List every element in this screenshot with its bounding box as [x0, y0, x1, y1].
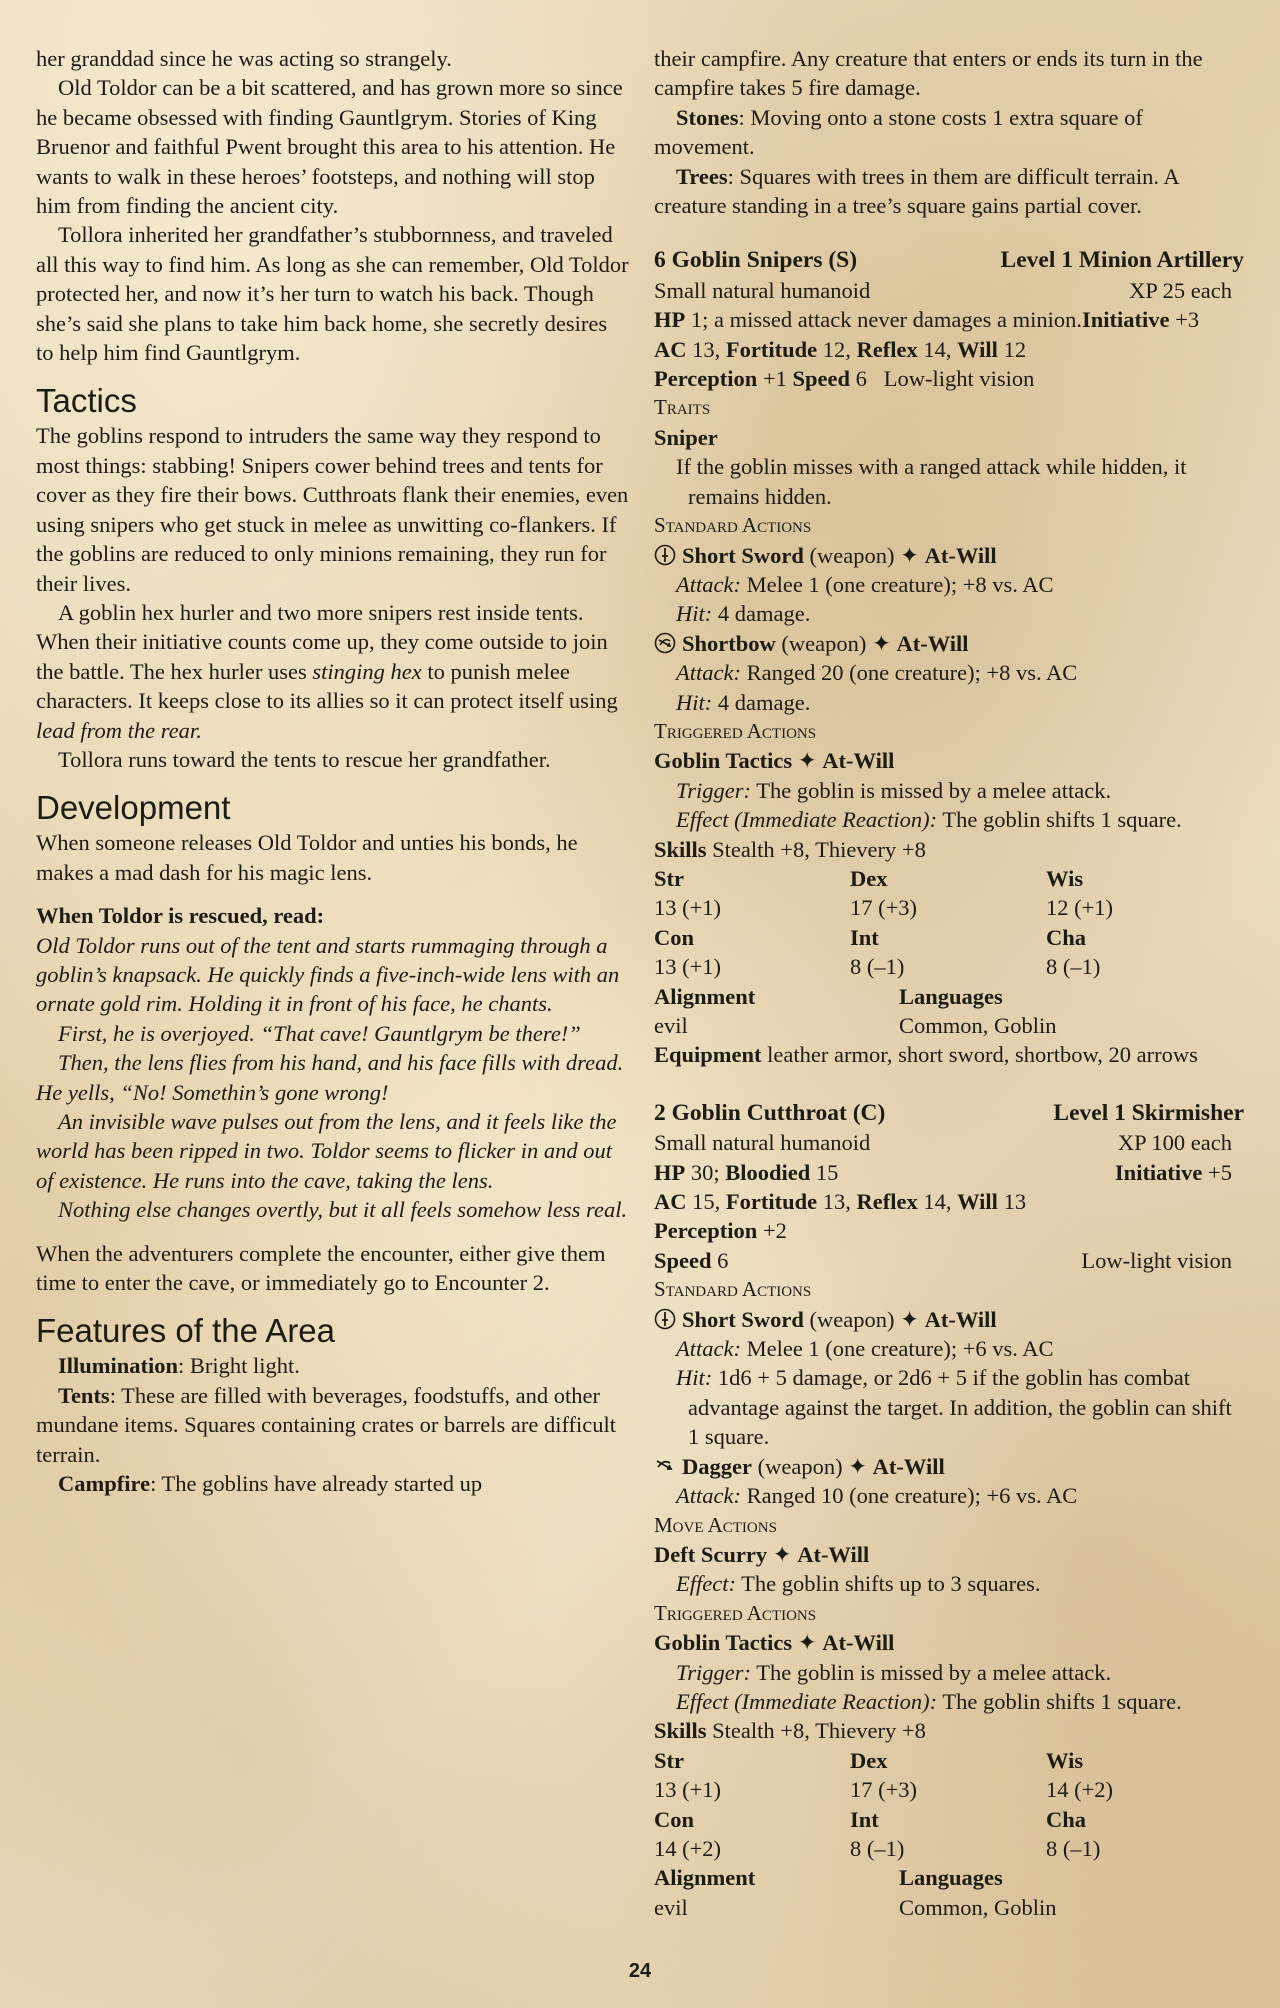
- trigger-line: Trigger: The goblin is missed by a melee attack.: [676, 777, 1112, 803]
- feature-campfire: Campfire: The goblins have already started up: [58, 1471, 483, 1497]
- ability-scores-row: Str 13 (+1) Dex 17 (+3) Wis 12 (+1): [654, 865, 1114, 921]
- power-goblin-tactics: Goblin Tactics ✦ At-Will: [654, 1630, 895, 1656]
- development-heading: Development: [36, 789, 231, 827]
- ability-scores-row: Con 13 (+1) Int 8 (–1) Cha 8 (–1): [654, 924, 1101, 980]
- section-header-triggered: Triggered Actions: [654, 718, 817, 743]
- stat-block-title: 6 Goblin Snipers (S) Level 1 Minion Artillery: [654, 247, 1244, 274]
- tactics-heading: Tactics: [36, 382, 137, 420]
- alignment-row: Alignment evil Languages Common, Goblin: [654, 983, 1057, 1038]
- power-short-sword: Short Sword (weapon) ✦ At-Will: [654, 1305, 1244, 1334]
- paragraph: Tollora runs toward the tents to rescue her grandfather.: [58, 746, 551, 772]
- paragraph: Old Toldor can be a bit scattered, and has grown more so since he became obsessed with finding Gauntlgrym. Stories of King Bruenor and faithful Pwent brought this area to his attention. He wants to walk in these heroes’ footsteps, and nothing will stop him from finding the ancient city.: [36, 75, 623, 219]
- feature-trees: Trees: Squares with trees in them are difficult terrain. A creature standing in a tree’s square gains partial cover.: [654, 163, 1179, 219]
- page-number: 24: [628, 1960, 652, 1982]
- type-row: Small natural humanoid XP 25 each: [654, 277, 1232, 303]
- ranged-basic-icon: [654, 632, 676, 654]
- ability-scores-row: Str 13 (+1) Dex 17 (+3) Wis 14 (+2): [654, 1747, 1114, 1803]
- paragraph: When the adventurers complete the encounter, either give them time to enter the cave, or immediately go to Encounter 2.: [36, 1240, 606, 1296]
- paragraph: her granddad since he was acting so strangely.: [36, 46, 452, 71]
- effect-line: Effect (Immediate Reaction): The goblin shifts 1 square.: [676, 1688, 1182, 1714]
- power-goblin-tactics: Goblin Tactics ✦ At-Will: [654, 748, 895, 774]
- read-aloud-text: First, he is overjoyed. “That cave! Gauntlgrym be there!”: [58, 1020, 581, 1046]
- read-aloud-label: When Toldor is rescued, read:: [36, 903, 325, 929]
- perception-line: Perception +1 Speed 6 Low-light vision: [654, 366, 1035, 392]
- hit-line: Hit: 1d6 + 5 damage, or 2d6 + 5 if the goblin has combat advantage against the target. In addition, the goblin can shift 1 square.: [676, 1365, 1232, 1450]
- skills-line: Skills Stealth +8, Thievery +8: [654, 1718, 926, 1744]
- paragraph: Tollora inherited her grandfather’s stubbornness, and traveled all this way to find him. As long as she can remember, Old Toldor protected her, and now it’s her turn to watch his back. Though she’s said she plans to take him back home, she secretly desires to help him find Gauntlgrym.: [36, 222, 629, 366]
- melee-basic-icon: [654, 544, 676, 566]
- read-aloud-text: An invisible wave pulses out from the lens, and it feels like the world has been ripped in two. Toldor seems to flicker in and out of existence. He runs into the cave, taking the lens.: [36, 1109, 617, 1193]
- attack-line: Attack: Ranged 10 (one creature); +6 vs. AC: [676, 1483, 1078, 1509]
- melee-basic-icon: [654, 1308, 676, 1330]
- speed-line: Speed 6 Low-light vision: [654, 1247, 1232, 1273]
- paragraph: When someone releases Old Toldor and unties his bonds, he makes a mad dash for his magic lens.: [36, 830, 578, 885]
- paragraph: A goblin hex hurler and two more snipers rest inside tents. When their initiative counts come up, they come outside to join the battle. The hex hurler uses stinging hex to punish melee characters. It keeps close to its allies so it can protect itself using lead from the rear.: [36, 599, 618, 743]
- hit-line: Hit: 4 damage.: [676, 601, 811, 627]
- right-column: [654, 44, 1244, 1922]
- attack-line: Attack: Melee 1 (one creature); +6 vs. AC: [676, 1336, 1054, 1362]
- hp-line: HP 1; a missed attack never damages a minion.Initiative +3: [654, 307, 1200, 333]
- section-header-standard: Standard Actions: [654, 1277, 812, 1302]
- read-aloud-text: Old Toldor runs out of the tent and starts rummaging through a goblin’s knapsack. He quickly finds a five-inch-wide lens with an ornate gold rim. Holding it in front of his face, he chants.: [36, 932, 620, 1017]
- power-dagger: Dagger (weapon) ✦ At-Will: [654, 1452, 1244, 1481]
- type-row: Small natural humanoid XP 100 each: [654, 1130, 1232, 1156]
- power-deft-scurry: Deft Scurry ✦ At-Will: [654, 1541, 870, 1567]
- equipment-line: Equipment leather armor, short sword, shortbow, 20 arrows: [654, 1042, 1198, 1068]
- stat-block-goblin-sniper: [654, 246, 1244, 1069]
- alignment-row: Alignment evil Languages Common, Goblin: [654, 1865, 1057, 1920]
- attack-line: Attack: Ranged 20 (one creature); +8 vs. AC: [676, 660, 1078, 686]
- paragraph: The goblins respond to intruders the same way they respond to most things: stabbing! Snipers cower behind trees and tents for cover as they fire their bows. Cutthroats flank their enemies, even using snipers who get stuck in melee as unwitting co-flankers. If the goblins are reduced to only minions remaining, they run for their lives.: [36, 423, 629, 596]
- attack-line: Attack: Melee 1 (one creature); +8 vs. AC: [676, 571, 1054, 597]
- hit-line: Hit: 4 damage.: [676, 689, 811, 715]
- read-aloud-text: Nothing else changes overtly, but it all feels somehow less real.: [58, 1197, 628, 1223]
- feature-tents: Tents: These are filled with beverages, foodstuffs, and other mundane items. Squares containing crates or barrels are difficult terrain.: [36, 1382, 617, 1467]
- power-shortbow: Shortbow (weapon) ✦ At-Will: [654, 629, 1244, 658]
- section-header-triggered: Triggered Actions: [654, 1600, 817, 1625]
- section-header-traits: Traits: [654, 395, 711, 420]
- feature-illumination: Illumination: Bright light.: [58, 1353, 300, 1379]
- trait-name: Sniper: [654, 424, 718, 450]
- defenses-line: AC 13, Fortitude 12, Reflex 14, Will 12: [654, 336, 1027, 362]
- skills-line: Skills Stealth +8, Thievery +8: [654, 836, 926, 862]
- defenses-line: AC 15, Fortitude 13, Reflex 14, Will 13: [654, 1189, 1027, 1215]
- stat-block-title: 2 Goblin Cutthroat (C) Level 1 Skirmisher: [654, 1099, 1244, 1126]
- effect-line: Effect: The goblin shifts up to 3 squares.: [676, 1571, 1041, 1597]
- feature-stones: Stones: Moving onto a stone costs 1 extra square of movement.: [654, 104, 1143, 160]
- trait-text: If the goblin misses with a ranged attack while hidden, it remains hidden.: [676, 454, 1187, 509]
- features-heading: Features of the Area: [36, 1312, 336, 1350]
- ability-scores-row: Con 14 (+2) Int 8 (–1) Cha 8 (–1): [654, 1806, 1101, 1861]
- section-header-standard: Standard Actions: [654, 513, 812, 538]
- read-aloud-text: Then, the lens flies from his hand, and his face fills with dread. He yells, “No! Somethin’s gone wrong!: [36, 1050, 624, 1105]
- effect-line: Effect (Immediate Reaction): The goblin shifts 1 square.: [676, 807, 1182, 833]
- section-header-move: Move Actions: [654, 1512, 777, 1537]
- left-column: [36, 44, 630, 1498]
- perception-line: Perception +2: [654, 1218, 787, 1244]
- stat-block-goblin-cutthroat: [654, 1099, 1244, 1922]
- power-short-sword: Short Sword (weapon) ✦ At-Will: [654, 541, 1244, 570]
- paragraph: their campfire. Any creature that enters or ends its turn in the campfire takes 5 fire damage.: [654, 46, 1203, 101]
- ranged-icon: [654, 1455, 676, 1477]
- hp-line: HP 30; Bloodied 15 Initiative +5: [654, 1159, 1232, 1185]
- trigger-line: Trigger: The goblin is missed by a melee attack.: [676, 1659, 1112, 1685]
